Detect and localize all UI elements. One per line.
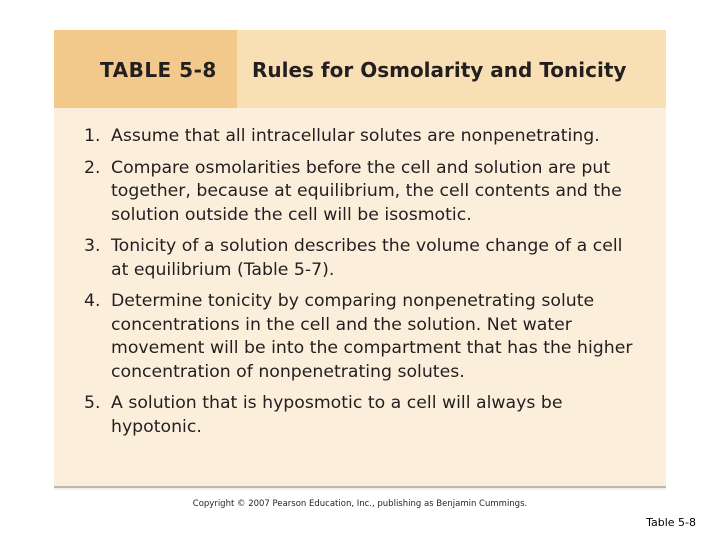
rule-number: 3. <box>84 236 101 256</box>
rule-text: A solution that is hyposmotic to a cell will always be hypotonic. <box>111 393 563 437</box>
table-number: TABLE 5-8 <box>100 58 217 82</box>
rule-text: Tonicity of a solution describes the volume change of a cell at equilibrium (Table 5-7). <box>111 236 623 280</box>
bottom-divider <box>54 486 666 488</box>
rule-number: 1. <box>84 126 101 146</box>
rule-number: 2. <box>84 157 101 178</box>
table-title: Rules for Osmolarity and Tonicity <box>252 58 627 82</box>
rule-item <box>84 235 644 282</box>
rule-text: Determine tonicity by comparing nonpenetrating solute concentrations in the cell and the solution. Net water movement will be into the compartment that has the higher concentration of nonpenetrating solutes. <box>111 291 633 382</box>
rule-list <box>84 125 644 447</box>
table-header <box>54 30 666 108</box>
rule-item <box>84 392 644 439</box>
rule-number: 4. <box>84 291 101 311</box>
copyright-notice: Copyright © 2007 Pearson Education, Inc., publishing as Benjamin Cummings. <box>192 499 528 509</box>
rule-text: Assume that all intracellular solutes are nonpenetrating. <box>111 126 600 146</box>
table-number-cell <box>54 30 237 108</box>
rule-number: 5. <box>84 393 101 413</box>
rule-item <box>84 157 644 228</box>
rule-text: Compare osmolarities before the cell and solution are put together, because at equilibrium, the cell contents and the solution outside the cell will be isosmotic. <box>111 157 622 225</box>
rule-item <box>84 125 644 149</box>
rule-item <box>84 290 644 384</box>
slide-caption: Table 5-8 <box>646 516 696 529</box>
table-panel <box>54 30 666 490</box>
